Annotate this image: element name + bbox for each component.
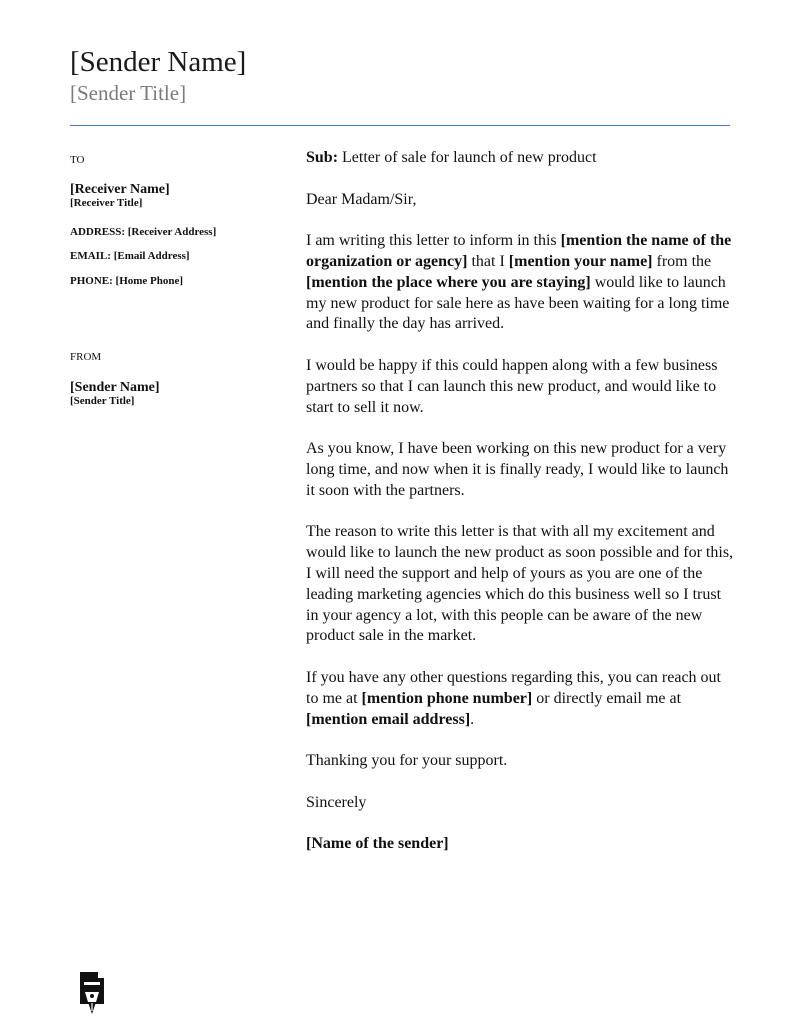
- body-text: from the: [652, 252, 712, 270]
- body-text: If you have any other questions regarding this, you can reach out to me at: [306, 668, 721, 707]
- body-text: .: [470, 710, 475, 728]
- pen-nib-logo-icon: [78, 970, 108, 1016]
- header-divider: [70, 125, 730, 126]
- body-text: or directly email me at: [532, 689, 682, 707]
- receiver-phone: PHONE: [Home Phone]: [70, 275, 184, 287]
- placeholder-text: [mention the name of the organization or agency]: [306, 232, 732, 270]
- subject-text: Letter of sale for launch of new product: [338, 149, 597, 166]
- paragraph-reason: The reason to write this letter is that with all my excitement and would like to launch the new product as soon possible and for this, I will need the support and help of yours as you are one of the leading marketing agencies which do this business well so I trust in your agency a lot, with this people can be aware of the new product sale in the market.: [306, 523, 734, 645]
- placeholder-text: [mention phone number]: [361, 689, 533, 707]
- receiver-title: [Receiver Title]: [70, 197, 143, 209]
- placeholder-text: [mention your name]: [508, 252, 653, 270]
- body-text: I am writing this letter to inform in this: [306, 232, 561, 250]
- receiver-address: ADDRESS: [Receiver Address]: [70, 226, 217, 238]
- paragraph-contact: [306, 668, 734, 730]
- sender-name: [Sender Name]: [70, 46, 247, 78]
- salutation: Dear Madam/Sir,: [306, 190, 417, 208]
- subject-label: Sub:: [306, 149, 339, 166]
- sender-title: [Sender Title]: [70, 81, 187, 105]
- letter-body: [306, 148, 734, 876]
- paragraph-partners: I would be happy if this could happen along with a few business partners so that I can launch this new product, and would like to start to sell it now.: [306, 356, 718, 416]
- to-label: TO: [70, 154, 85, 166]
- receiver-name: [Receiver Name]: [70, 182, 170, 197]
- paragraph-intro: [306, 231, 734, 335]
- closing-line: Sincerely: [306, 793, 367, 811]
- signature-name: [Name of the sender]: [306, 835, 449, 853]
- placeholder-text: [mention email address]: [306, 710, 471, 728]
- from-sender-title: [Sender Title]: [70, 395, 135, 407]
- from-label: FROM: [70, 351, 102, 363]
- body-text: that I: [467, 252, 509, 270]
- from-sender-name: [Sender Name]: [70, 380, 160, 395]
- signature: [306, 834, 734, 855]
- subject-line: [306, 148, 734, 169]
- body-text: would like to launch my new product for sale here as have been waiting for a long time and finally the day has arrived.: [306, 273, 730, 333]
- paragraph-product: As you know, I have been working on this new product for a very long time, and now when it is finally ready, I would like to launch it soon with the partners.: [306, 440, 729, 499]
- receiver-email: EMAIL: [Email Address]: [70, 250, 190, 262]
- placeholder-text: [mention the place where you are staying]: [306, 273, 591, 291]
- thanks-line: Thanking you for your support.: [306, 752, 508, 770]
